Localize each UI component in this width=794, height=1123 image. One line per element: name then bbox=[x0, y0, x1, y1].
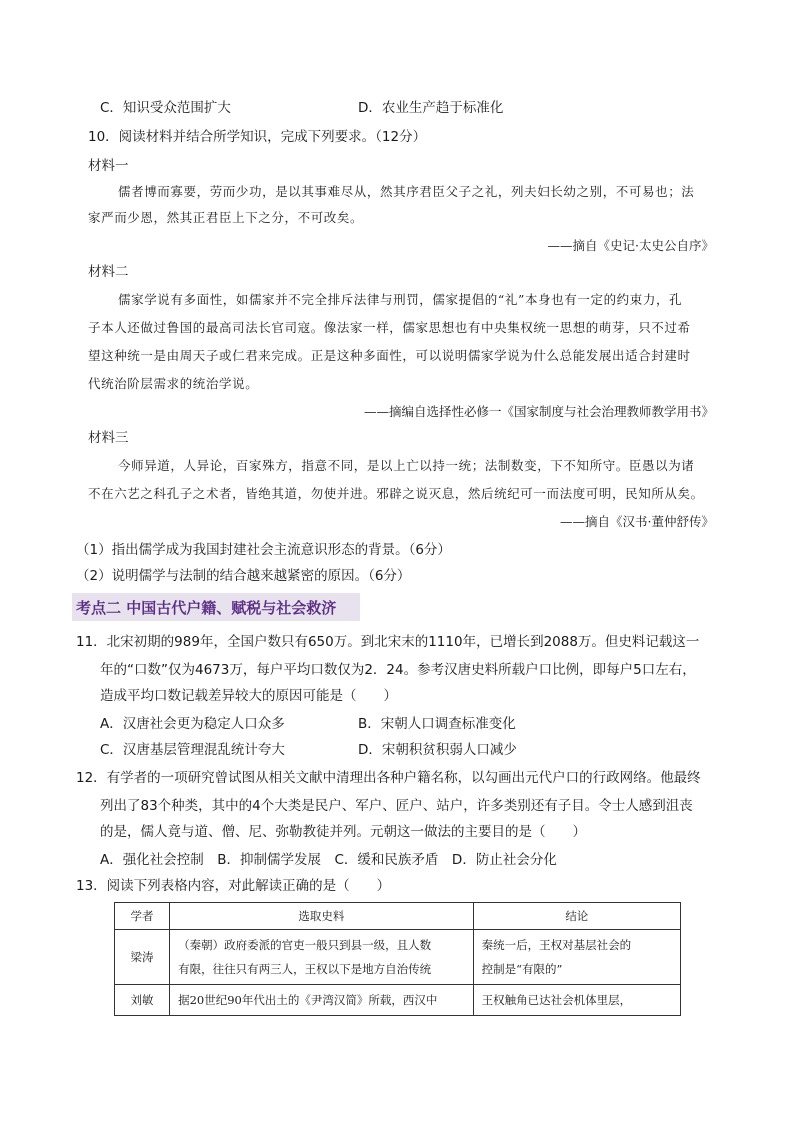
material-2-title: 材料二 bbox=[88, 264, 129, 280]
q11-stem-line: 11．北宋初期的989年，全国户数只有650万。到北宋末的1110年，已增长到2088万。但史料记载这一 bbox=[76, 634, 700, 650]
material-1-line: 儒者博而寡要，劳而少功，是以其事难尽从，然其序君臣父子之礼，列夫妇长幼之别，不可易也；法 bbox=[118, 184, 695, 199]
q10-stem: 10．阅读材料并结合所学知识，完成下列要求。（12分） bbox=[88, 129, 427, 145]
q11-option-c: C．汉唐基层管理混乱统计夸大 bbox=[100, 742, 285, 758]
q11-option-b: B．宋朝人口调查标准变化 bbox=[358, 716, 516, 732]
material-text-line: 有限，往往只有两三人，王权以下是地方自治传统 bbox=[178, 962, 432, 976]
table-cell-material bbox=[170, 985, 474, 1016]
q12-stem-line: 的是，儒人竟与道、僧、尼、弥勒教徒并列。元朝这一做法的主要目的是（ ） bbox=[100, 824, 586, 840]
q12-options: A．强化社会控制 B．抑制儒学发展 C．缓和民族矛盾 D．防止社会分化 bbox=[100, 852, 557, 868]
table-cell-conclusion bbox=[473, 930, 680, 985]
q12-stem-line: 列出了83个种类，其中的4个大类是民户、军户、匠户、站户，许多类别还有子目。令士人感到沮丧 bbox=[100, 798, 693, 814]
material-2-line: 代统治阶层需求的统治学说。 bbox=[88, 376, 259, 391]
q11-stem-line: 造成平均口数记载差异较大的原因可能是（ ） bbox=[100, 688, 397, 704]
material-2-line: 望这种统一是由周天子或仁君来完成。正是这种多面性，可以说明儒家学说为什么总能发展出适合封建时 bbox=[88, 348, 691, 363]
q9-option-c: C．知识受众范围扩大 bbox=[100, 100, 231, 116]
material-1-line: 家严而少恩，然其正君臣上下之分，不可改矣。 bbox=[88, 210, 364, 225]
material-text-line: 据20世纪90年代出土的《尹湾汉简》所载，西汉中 bbox=[178, 993, 438, 1007]
q12-stem-line: 12．有学者的一项研究曾试图从相关文献中清理出各种户籍名称，以勾画出元代户口的行政网络。他最终 bbox=[76, 770, 701, 786]
table-header-row bbox=[115, 903, 681, 930]
q13-stem: 13．阅读下列表格内容，对此解读正确的是（ ） bbox=[76, 878, 391, 894]
material-3-title: 材料三 bbox=[88, 430, 129, 446]
table-cell-scholar: 刘敏 bbox=[115, 985, 170, 1016]
material-1-source: ——摘自《史记·太史公自序》 bbox=[547, 238, 714, 253]
material-1-title: 材料一 bbox=[88, 158, 129, 174]
conclusion-text-line: 王权触角已达社会机体里层， bbox=[481, 993, 632, 1007]
material-text-line: （秦朝）政府委派的官吏一般只到县一级，且人数 bbox=[178, 938, 432, 952]
q11-stem-line: 年的“口数”仅为4673万，每户平均口数仅为2．24。参考汉唐史料所载户口比例，即每户5口左右， bbox=[100, 662, 696, 678]
q11-option-a: A．汉唐社会更为稳定人口众多 bbox=[100, 716, 285, 732]
section-title: 考点二 中国古代户籍、赋税与社会救济 bbox=[76, 599, 337, 617]
table-cell-conclusion bbox=[473, 985, 680, 1016]
q11-option-d: D．宋朝积贫积弱人口减少 bbox=[358, 742, 517, 758]
material-2-source: ——摘编自选择性必修一《国家制度与社会治理教师教学用书》 bbox=[363, 404, 714, 419]
conclusion-text-line: 秦统一后，王权对基层社会的 bbox=[481, 938, 632, 952]
q10-sub-question-1: （1）指出儒学成为我国封建社会主流意识形态的背景。（6分） bbox=[76, 542, 451, 558]
table-row bbox=[115, 930, 681, 985]
table-row bbox=[115, 985, 681, 1016]
material-2-line: 子本人还做过鲁国的最高司法长官司寇。像法家一样，儒家思想也有中央集权统一思想的萌芽，只不过希 bbox=[88, 320, 691, 335]
table-cell-scholar: 梁涛 bbox=[115, 930, 170, 985]
q10-sub-question-2: （2）说明儒学与法制的结合越来越紧密的原因。（6分） bbox=[76, 568, 411, 584]
table-header-cell: 学者 bbox=[115, 903, 170, 930]
table-cell-material bbox=[170, 930, 474, 985]
material-3-line: 今师异道，人异论，百家殊方，指意不同，是以上亡以持一统；法制数变，下不知所守。臣愚以为诸 bbox=[118, 458, 695, 473]
q9-option-d: D．农业生产趋于标准化 bbox=[358, 100, 504, 116]
conclusion-text-line: 控制是“有限的” bbox=[481, 962, 563, 976]
table-header-cell: 结论 bbox=[473, 903, 680, 930]
table-header-cell: 选取史料 bbox=[170, 903, 474, 930]
q13-table bbox=[114, 902, 681, 1016]
material-3-line: 不在六艺之科孔子之术者，皆绝其道，勿使并进。邪辟之说灭息，然后统纪可一而法度可明，民知所从矣。 bbox=[88, 486, 704, 501]
material-3-source: ——摘自《汉书·董仲舒传》 bbox=[560, 514, 714, 529]
material-2-line: 儒家学说有多面性，如儒家并不完全排斥法律与刑罚，儒家提倡的“礼”本身也有一定的约束力，孔 bbox=[118, 292, 683, 307]
